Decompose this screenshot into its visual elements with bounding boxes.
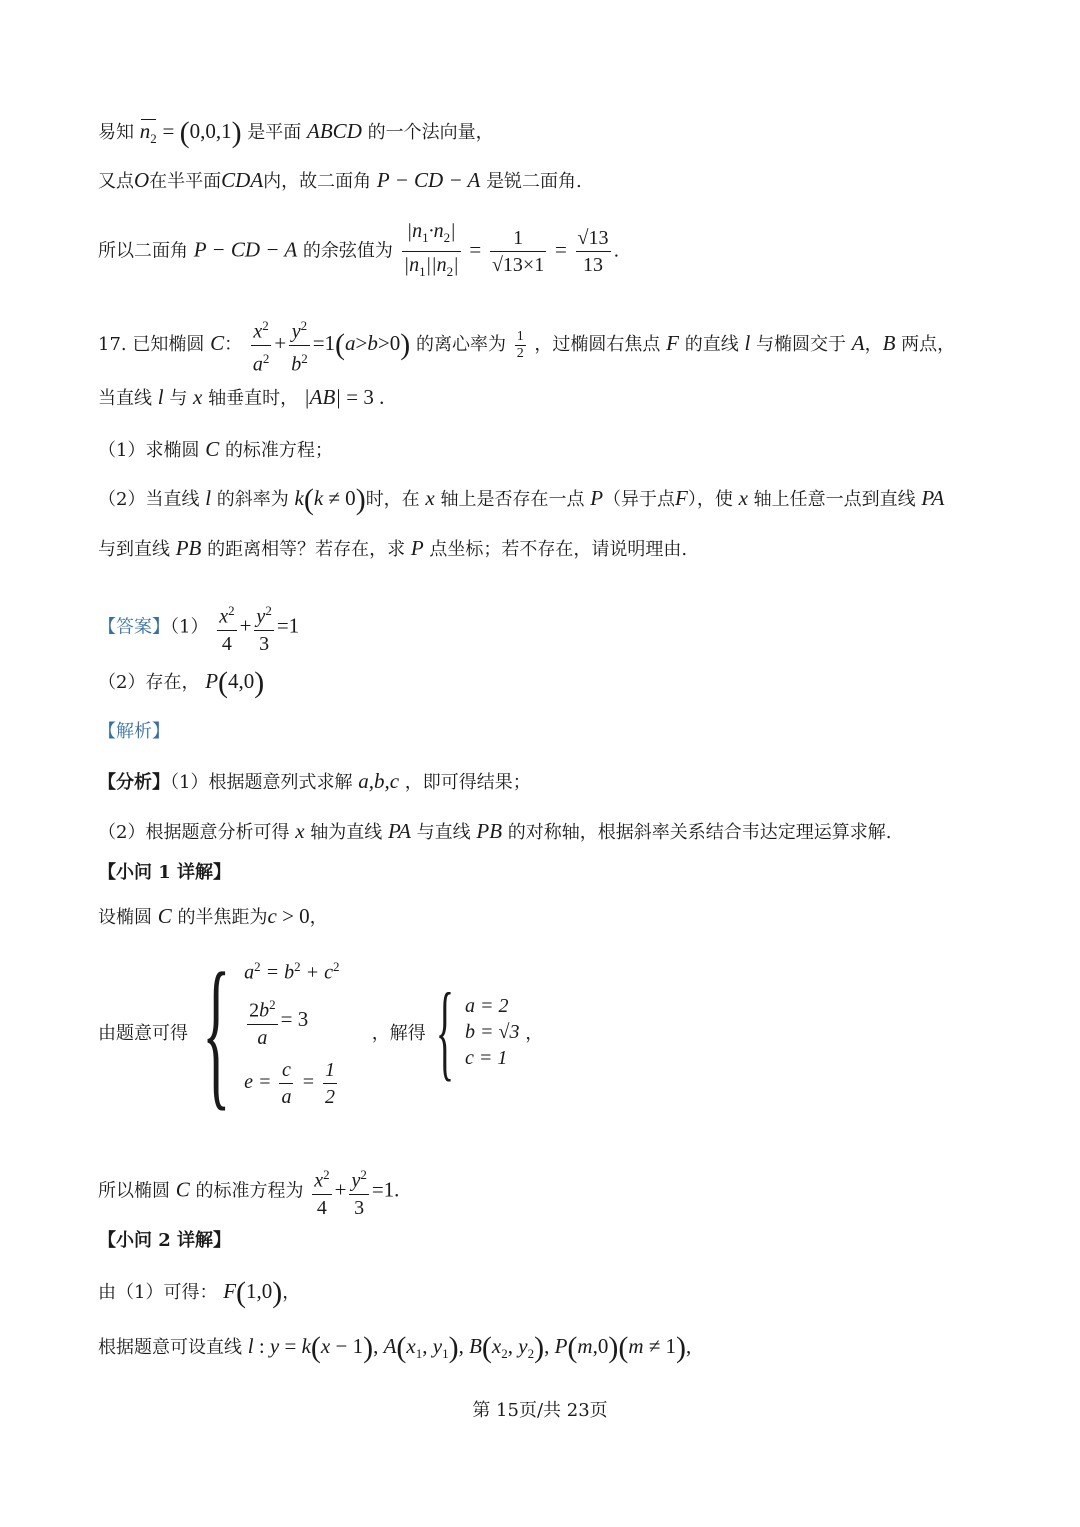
text: （1）根据题意列式求解 [170,772,353,793]
text: 17. 已知椭圆 [98,334,205,356]
math-x2-4: $\frac{x^2}{4}$ [219,603,235,655]
text: 的余弦值为 [302,240,393,262]
math-p-cd-a: P − CD − A [193,237,298,262]
math-half: $\frac{1}{2}$ [516,328,524,361]
text: ， [309,907,328,928]
math-n2: $n_2$ [140,118,157,152]
text-line-acute-angle [98,167,582,195]
fenxi-1: 【分析】（1）根据题意列式求解 a,b,c ，即可得结果； [98,769,531,793]
text: 根据题意可设直线 [98,1337,242,1358]
text-line-cosine: 所以二面角 P − CD − A 的余弦值为 $\frac{|n_1\cdot n_2|}{|n_1||n_2|}$ = $\frac{1}{√13\times 1}$ = $\frac{√13}{13}$ . [98,218,619,285]
math-y2-b2: $\frac{y^2}{b^2}$ [291,318,308,376]
text: 与直线 [416,822,471,843]
text: （2）存在， [98,672,200,693]
text: 的标准方程为 [195,1180,304,1202]
text: 时，在 [365,489,420,510]
text: 所以二面角 [98,240,188,262]
answer-label: 【答案】 [98,616,170,638]
text: 的一个法向量， [367,122,494,143]
text: ，即可得结果； [404,772,531,793]
math-o: O [134,168,150,192]
text: 由题意可得 [98,1023,188,1044]
text: 轴为直线 [310,822,383,843]
answer-1: 【答案】（1） $\frac{x^2}{4}$ + $\frac{y^2}{3}$ =1 [98,598,299,657]
line-setup: 根据题意可设直线 l : y = k(x − 1), $A(x_1$, $y_1$), $B(x_2$, $y_2$), P(m,0)(m ≠ 1), [98,1331,692,1364]
text: ，解得 [371,1023,426,1044]
text: ），使 [687,489,733,510]
text: 的离心率为 [415,334,506,356]
text-line-normal-vector [98,118,494,152]
text: （异于点 [603,489,676,510]
text: 的标准方程； [224,440,333,461]
math-fraction-result: $\frac{√13}{13}$ [577,227,609,276]
question-17: 17. 已知椭圆 C： $\frac{x^2}{a^2}$ + $\frac{y^2}{b^2}$ =1(a>b>0) 的离心率为 $\frac{1}{2}$ ，过椭圆右焦点 F 的直线 l 与椭圆交于 A，B 两点， [98,313,955,377]
text: 是平面 [247,122,302,143]
question-17-part1: （1）求椭圆 C 的标准方程； [98,437,333,461]
question-17-line2: 当直线 l 与 x 轴垂直时， |AB| = 3 . [98,385,385,409]
text: 的对称轴，根据斜率关系结合韦达定理运算求解. [507,822,892,843]
text: 设椭圆 [98,907,152,928]
text: 的斜率为 [216,489,289,510]
text: 轴上任意一点到直线 [753,489,916,510]
math-p-cd-a: P − CD − A [376,168,481,192]
text: 轴垂直时， [208,388,299,409]
left-brace: { [201,939,231,1125]
text: （2）当直线 [98,489,200,510]
text: ，过椭圆右焦点 [534,334,661,356]
math-fraction-root: $\frac{1}{√13\times 1}$ [491,227,545,276]
text: （1）求椭圆 [98,440,200,461]
math-y2-3: $\frac{y^2}{3}$ [256,603,272,655]
text: （1） [170,616,209,638]
sub-question-2-title: 【小问 2 详解】 [98,1230,232,1251]
focus-point: 由（1）可得： F(1,0)， [98,1276,301,1309]
equation-system [98,939,544,1125]
left-brace: { [436,972,455,1091]
analysis-label: 【解析】 [98,721,170,742]
solutions: a = 2 b = √3 c = 1 [465,995,520,1069]
text: （2）根据题意分析可得 [98,822,290,843]
sub-question-1-title: 【小问 1 详解】 [98,862,232,883]
text: 在半平面 [149,171,222,192]
text: 的距离相等？若存在，求 [207,539,406,560]
conditions: $a^2 = b^2 + c^2$ $\frac{2b^2}{a}$ = 3 e = $\frac{c}{a}$ = $\frac{1}{2}$ [244,959,340,1108]
math-eq: = (0,0,1) [162,116,242,149]
math-abcd: ABCD [307,119,362,143]
text: 两点， [901,334,956,356]
text: 与椭圆交于 [756,334,847,356]
math-fraction-cos: $\frac{|n_1\cdot n_2|}{|n_1||n_2|}$ [402,218,461,285]
question-17-part2-cont: 与到直线 PB 的距离相等？若存在，求 P 点坐标；若不存在，请说明理由. [98,536,688,560]
text: 是锐二面角. [486,171,582,192]
text: 由（1）可得： [98,1282,218,1303]
text: 当直线 [98,388,152,409]
text: 的直线 [684,334,739,356]
fenxi-label: 【分析】 [98,772,170,793]
text: 点坐标；若不存在，请说明理由. [429,539,688,560]
text: 与到直线 [98,539,170,560]
text: 又点 [98,171,134,192]
question-17-part2: （2）当直线 l 的斜率为 k(k ≠ 0)时，在 x 轴上是否存在一点 P（异于点F），使 x 轴上任意一点到直线 PA [98,483,945,516]
standard-equation: 所以椭圆 C 的标准方程为 $\frac{x^2}{4}$ + $\frac{y^2}{3}$ =1. [98,1167,400,1219]
math-x2-a2: $\frac{x^2}{a^2}$ [252,318,270,376]
text: ， [525,1023,544,1044]
math-cda: CDA [221,168,264,192]
text: 内，故二面角 [263,171,372,192]
page-footer: 第 15页/共 23页 [472,1400,608,1421]
text: 的半焦距为 [177,907,268,928]
text: 轴上是否存在一点 [440,489,585,510]
text: ， [282,1282,301,1303]
text: 易知 [98,122,134,143]
text: 所以椭圆 [98,1180,170,1202]
answer-2: （2）存在， P(4,0) [98,666,265,699]
text: 与 [169,388,188,409]
fenxi-2: （2）根据题意分析可得 x 轴为直线 PA 与直线 PB 的对称轴，根据斜率关系结合韦达定理运算求解. [98,819,892,843]
semi-focal: 设椭圆 C 的半焦距为c > 0， [98,904,328,928]
